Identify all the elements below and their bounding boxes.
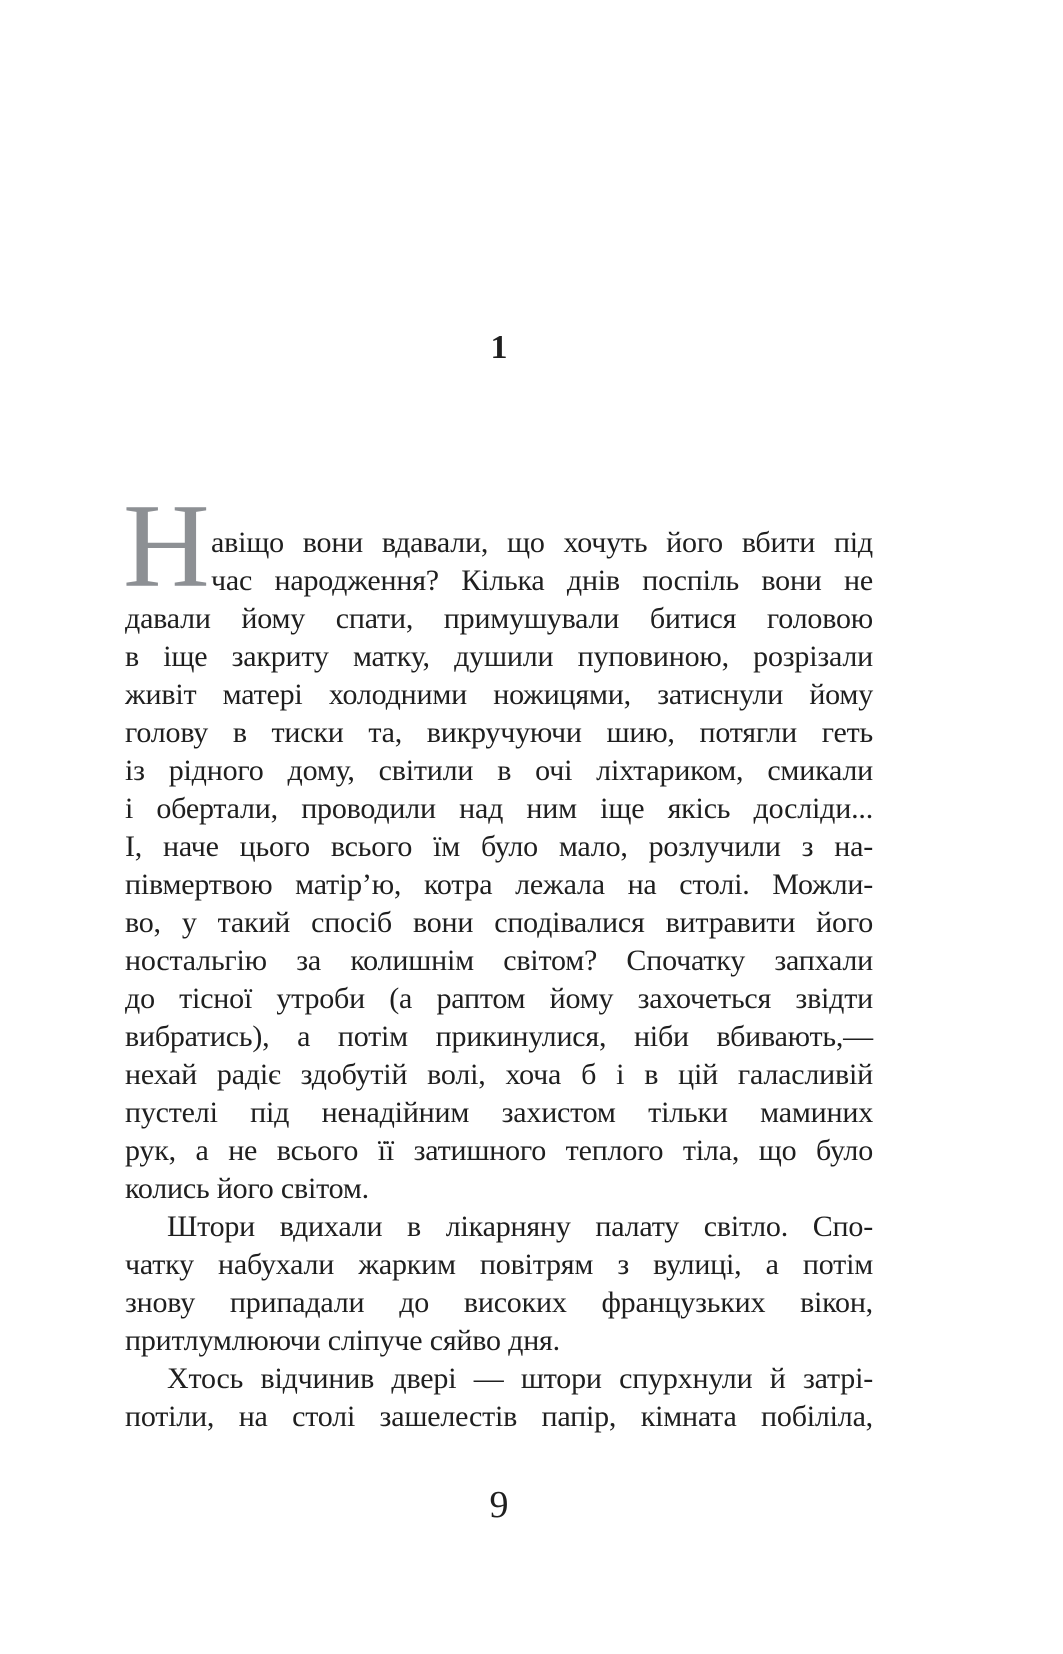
text-line: із рідного дому, світили в очі ліхтариком, смикали bbox=[125, 754, 873, 787]
text-line: до тісної утроби (а раптом йому захочеться звідти bbox=[125, 982, 873, 1015]
chapter-number: 1 bbox=[490, 329, 508, 366]
text-line: потіли, на столі зашелестів папір, кімната побіліла, bbox=[125, 1400, 873, 1433]
text-line: Хтось відчинив двері — штори спурхнули й затрі- bbox=[167, 1362, 873, 1395]
text-line: півмертвою матір’ю, котра лежала на столі. Можли- bbox=[125, 868, 873, 901]
text-line: живіт матері холодними ножицями, затиснули йому bbox=[125, 678, 873, 711]
drop-cap bbox=[123, 479, 211, 612]
text-line: колись його світом. bbox=[125, 1172, 369, 1205]
text-line: вибратись), а потім прикинулися, ніби вбивають,— bbox=[125, 1020, 873, 1053]
text-line: нехай радіє здобутій волі, хоча б і в цій галасливій bbox=[125, 1058, 873, 1091]
drop-cap-letter: Н bbox=[123, 479, 210, 612]
text-line: во, у такий спосіб вони сподівалися витравити його bbox=[125, 906, 873, 939]
text-line: рук, а не всього її затишного теплого тіла, що було bbox=[125, 1134, 873, 1167]
text-line: давали йому спати, примушували битися головою bbox=[125, 602, 873, 635]
text-line: притлумлюючи сліпуче сяйво дня. bbox=[125, 1324, 560, 1357]
text-line: Штори вдихали в лікарняну палату світло. Спо- bbox=[167, 1210, 873, 1243]
page-number: 9 bbox=[489, 1484, 509, 1526]
text-line: час народження? Кілька днів поспіль вони не bbox=[211, 564, 873, 597]
text-line: авіщо вони вдавали, що хочуть його вбити під bbox=[211, 526, 873, 559]
text-column bbox=[123, 479, 873, 1436]
text-line: ностальгію за колишнім світом? Спочатку запхали bbox=[125, 944, 873, 977]
text-line: І, наче цього всього їм було мало, розлучили з на- bbox=[125, 830, 873, 863]
text-line: в іще закриту матку, душили пуповиною, розрізали bbox=[125, 640, 873, 673]
text-line: пустелі під ненадійним захистом тільки маминих bbox=[125, 1096, 873, 1129]
text-line: і обертали, проводили над ним іще якісь досліди... bbox=[125, 792, 873, 825]
text-line: чатку набухали жарким повітрям з вулиці, а потім bbox=[125, 1248, 873, 1281]
text-line: голову в тиски та, викручуючи шию, потягли геть bbox=[125, 716, 873, 749]
text-line: знову припадали до високих французьких вікон, bbox=[125, 1286, 873, 1319]
